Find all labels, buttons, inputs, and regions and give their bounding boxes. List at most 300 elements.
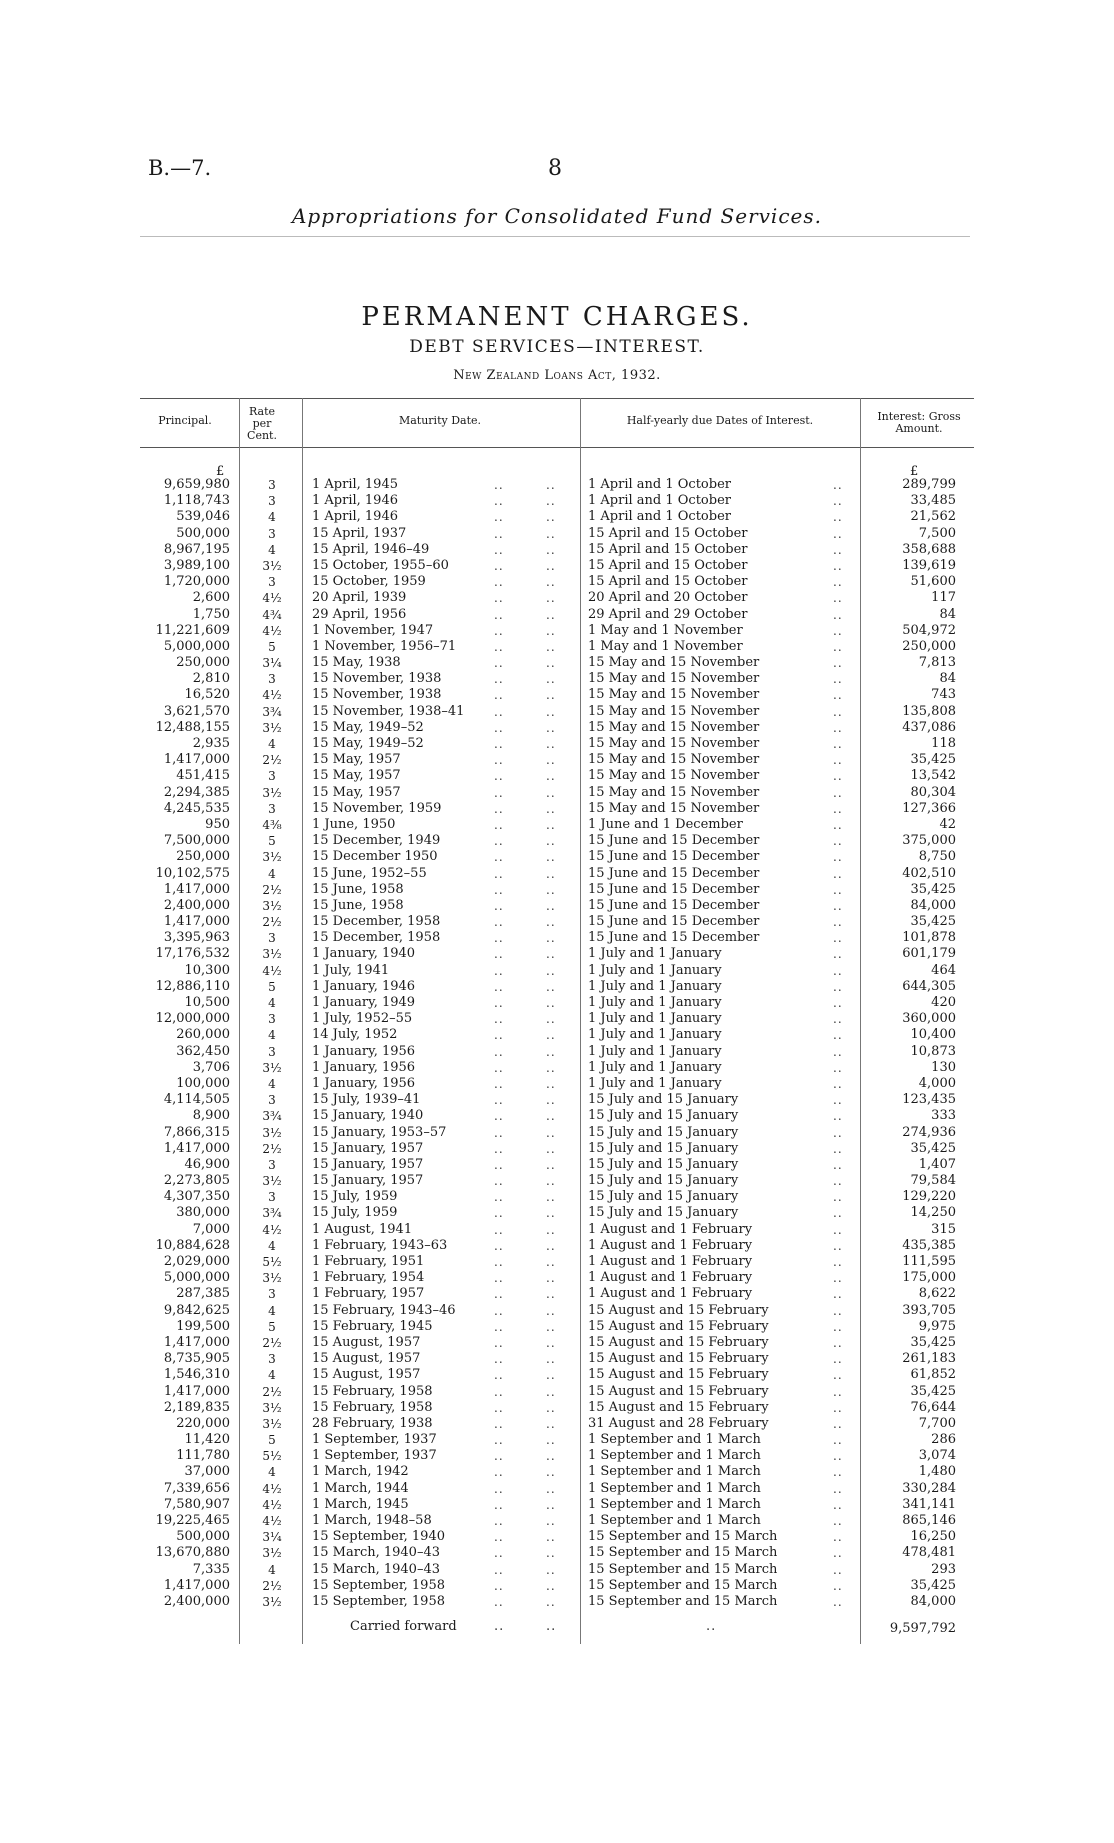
leader-dots: .. [494,1206,504,1221]
leader-dots: .. [546,478,556,492]
interest-cell: 21,562 [910,509,956,525]
leader-dots: .. [833,1157,843,1172]
leader-dots: .. [833,542,843,557]
maturity-cell: 15 November, 1938–41 [312,703,465,719]
leader-dots: .. [833,850,843,865]
rate-cell: 3¾ [262,1109,282,1124]
maturity-cell: 29 April, 1956 [312,606,407,622]
leader-dots: .. [494,979,504,994]
table-row [0,704,1114,720]
leader-dots: .. [833,1449,843,1464]
principal-cell: 1,417,000 [163,914,230,930]
leader-dots: .. [494,963,504,978]
table-row [0,1270,1114,1286]
due-dates-cell: 1 June and 1 December [588,816,743,832]
maturity-cell: 1 June, 1950 [312,816,396,832]
principal-cell: 539,046 [176,509,230,525]
leader-dots: .. [546,882,556,897]
leader-dots: .. [494,1060,504,1075]
principal-cell: 10,102,575 [155,865,230,881]
maturity-cell: 1 January, 1956 [312,1043,416,1059]
header-maturity: Maturity Date. [398,414,482,427]
table-row [0,1092,1114,1108]
interest-cell: 35,425 [910,1577,956,1593]
leader-dots: .. [494,1222,504,1237]
table-row [0,1125,1114,1141]
interest-cell: 127,366 [902,800,956,816]
leader-dots: .. [833,979,843,994]
leader-dots: .. [546,510,556,525]
leader-dots: .. [494,866,504,881]
leader-dots: .. [494,1465,504,1480]
table-row [0,720,1114,736]
appropriation-title: Appropriations for Consolidated Fund Services. [291,204,822,228]
leader-dots: .. [494,915,504,930]
interest-cell: 341,141 [902,1496,956,1512]
leader-dots: .. [833,1433,843,1448]
rate-cell: 4 [268,1076,276,1091]
leader-dots: .. [494,639,504,654]
rate-cell: 3½ [262,898,282,913]
leader-dots: .. [833,769,843,784]
maturity-cell: 1 July, 1952–55 [312,1011,413,1027]
leader-dots: .. [546,656,556,671]
interest-cell: 437,086 [902,719,956,735]
leader-dots: .. [494,1352,504,1367]
table-row [0,1044,1114,1060]
table-body [0,477,1114,1610]
due-dates-cell: 15 September and 15 March [588,1593,778,1609]
due-dates-cell: 15 May and 15 November [588,703,760,719]
rate-cell: 2½ [262,753,282,768]
page-reference: B.—7. [148,156,212,180]
leader-dots: .. [833,656,843,671]
leader-dots: .. [546,1562,556,1577]
leader-dots: .. [546,688,556,703]
maturity-cell: 1 March, 1948–58 [312,1513,432,1528]
due-dates-cell: 15 June and 15 December [588,897,760,913]
table-row [0,963,1114,979]
leader-dots: .. [494,882,504,897]
rate-cell: 3 [268,1093,276,1108]
leader-dots: .. [833,1530,843,1545]
principal-cell: 260,000 [176,1027,230,1043]
interest-cell: 4,000 [918,1075,956,1091]
maturity-cell: 15 July, 1939–41 [312,1092,421,1108]
due-dates-cell: 15 July and 15 January [588,1124,739,1140]
leader-dots: .. [833,1125,843,1140]
leader-dots: .. [833,1384,843,1399]
maturity-cell: 15 August, 1957 [312,1351,421,1367]
interest-cell: 76,644 [910,1399,956,1415]
table-row [0,623,1114,639]
carried-forward-dots: .. [494,1619,505,1634]
table-row [0,1367,1114,1383]
maturity-cell: 15 December 1950 [312,849,438,865]
table-row [0,1141,1114,1157]
due-dates-cell: 15 July and 15 January [588,1189,739,1205]
leader-dots: .. [546,1287,556,1302]
maturity-cell: 1 February, 1954 [312,1270,425,1286]
leader-dots: .. [494,542,504,557]
leader-dots: .. [546,639,556,654]
due-dates-cell: 15 April and 15 October [588,574,748,590]
due-dates-cell: 15 June and 15 December [588,849,760,865]
leader-dots: .. [494,558,504,573]
table-row [0,833,1114,849]
maturity-cell: 15 April, 1946–49 [312,541,430,557]
due-dates-cell: 15 April and 15 October [588,557,748,573]
maturity-cell: 1 March, 1944 [312,1480,409,1496]
leader-dots: .. [494,1157,504,1172]
due-dates-cell: 15 August and 15 February [588,1367,769,1383]
principal-cell: 7,000 [192,1221,230,1237]
rate-cell: 5½ [262,1449,282,1464]
leader-dots: .. [833,1028,843,1043]
principal-cell: 12,000,000 [155,1011,230,1027]
interest-cell: 79,584 [910,1173,956,1189]
principal-cell: 5,000,000 [163,638,230,654]
leader-dots: .. [494,1416,504,1431]
leader-dots: .. [546,1109,556,1124]
interest-cell: 129,220 [902,1189,956,1205]
table-row [0,1027,1114,1043]
leader-dots: .. [833,1546,843,1561]
table-row [0,1303,1114,1319]
interest-cell: 286 [931,1432,956,1448]
maturity-cell: 1 February, 1943–63 [312,1237,448,1253]
leader-dots: .. [494,607,504,622]
interest-cell: 35,425 [910,1383,956,1399]
leader-dots: .. [833,526,843,541]
due-dates-cell: 15 July and 15 January [588,1156,739,1172]
rate-cell: 4¾ [262,607,282,622]
maturity-cell: 15 February, 1958 [312,1383,433,1399]
leader-dots: .. [494,1303,504,1318]
leader-dots: .. [546,575,556,590]
leader-dots: .. [494,1578,504,1593]
due-dates-cell: 1 September and 1 March [588,1513,761,1528]
interest-cell: 123,435 [902,1092,956,1108]
due-dates-cell: 1 August and 1 February [588,1254,753,1269]
leader-dots: .. [494,1384,504,1399]
interest-cell: 16,250 [910,1529,956,1545]
due-dates-cell: 15 July and 15 January [588,1092,739,1108]
principal-cell: 1,417,000 [163,1577,230,1593]
maturity-cell: 15 May, 1957 [312,768,401,784]
rate-cell: 2½ [262,1384,282,1399]
leader-dots: .. [546,526,556,541]
table-row [0,1562,1114,1578]
leader-dots: .. [546,1497,556,1512]
rate-cell: 3½ [262,1400,282,1415]
table-row [0,946,1114,962]
leader-dots: .. [833,688,843,703]
principal-cell: 1,417,000 [163,752,230,768]
leader-dots: .. [494,996,504,1010]
leader-dots: .. [494,1174,504,1189]
interest-cell: 130 [931,1059,956,1075]
table-row [0,1529,1114,1545]
maturity-cell: 15 June, 1952–55 [312,865,427,881]
maturity-cell: 1 September, 1937 [312,1448,437,1464]
principal-cell: 10,500 [184,995,230,1010]
table-row [0,898,1114,914]
due-dates-cell: 15 June and 15 December [588,881,760,897]
principal-cell: 2,294,385 [163,784,230,800]
principal-cell: 11,221,609 [155,622,230,638]
interest-cell: 35,425 [910,881,956,897]
interest-cell: 35,425 [910,1334,956,1350]
leader-dots: .. [494,1141,504,1156]
leader-dots: .. [546,1400,556,1415]
carried-forward-total: 9,597,792 [889,1621,956,1636]
table-row [0,542,1114,558]
leader-dots: .. [494,591,504,606]
principal-cell: 2,273,805 [163,1173,230,1189]
leader-dots: .. [546,720,556,735]
rate-cell: 5 [268,639,276,654]
table-row [0,1157,1114,1173]
leader-dots: .. [494,720,504,735]
rate-cell: 3 [268,1044,276,1059]
leader-dots: .. [833,1287,843,1302]
interest-cell: 14,250 [910,1205,956,1221]
interest-cell: 420 [931,995,956,1010]
rate-cell: 4⅜ [262,817,282,832]
leader-dots: .. [546,1255,556,1269]
carried-forward-label: Carried forward [350,1619,457,1634]
maturity-cell: 1 April, 1945 [312,477,398,492]
rate-cell: 3½ [262,1594,282,1609]
due-dates-cell: 15 June and 15 December [588,930,760,946]
sub-title: DEBT SERVICES—INTEREST. [409,337,705,357]
principal-cell: 11,420 [184,1432,230,1448]
due-dates-cell: 15 May and 15 November [588,671,760,687]
interest-cell: 7,700 [918,1415,956,1431]
principal-cell: 10,884,628 [155,1237,230,1253]
rate-cell: 4½ [262,1497,282,1512]
leader-dots: .. [494,801,504,816]
leader-dots: .. [546,1093,556,1108]
leader-dots: .. [546,753,556,768]
due-dates-cell: 15 September and 15 March [588,1545,778,1561]
leader-dots: .. [494,1335,504,1350]
due-dates-cell: 1 September and 1 March [588,1464,761,1480]
principal-cell: 100,000 [176,1075,230,1091]
maturity-cell: 1 January, 1940 [312,946,416,962]
rate-cell: 4 [268,1238,276,1253]
maturity-cell: 15 April, 1937 [312,525,407,541]
principal-cell: 8,735,905 [163,1351,230,1367]
leader-dots: .. [546,1206,556,1221]
principal-cell: 5,000,000 [163,1270,230,1286]
table-row [0,1108,1114,1124]
table-row [0,785,1114,801]
leader-dots: .. [546,1060,556,1075]
leader-dots: .. [546,1368,556,1383]
interest-cell: 402,510 [902,865,956,881]
leader-dots: .. [546,672,556,687]
interest-cell: 135,808 [902,703,956,719]
principal-cell: 2,935 [192,736,230,751]
leader-dots: .. [833,558,843,573]
leader-dots: .. [546,834,556,849]
due-dates-cell: 1 August and 1 February [588,1286,753,1302]
rate-cell: 3 [268,494,276,509]
rate-cell: 3½ [262,850,282,865]
header-rate: Rate per Cent. [247,405,277,442]
leader-dots: .. [546,737,556,751]
leader-dots: .. [833,1238,843,1253]
rate-cell: 2½ [262,882,282,897]
table-row [0,914,1114,930]
leader-dots: .. [494,623,504,638]
table-row [0,607,1114,623]
interest-cell: 393,705 [902,1302,956,1318]
interest-cell: 51,600 [910,574,956,590]
leader-dots: .. [494,526,504,541]
principal-cell: 4,245,535 [163,800,230,816]
leader-dots: .. [494,834,504,849]
rate-cell: 3 [268,769,276,784]
maturity-cell: 15 January, 1940 [312,1108,424,1124]
leader-dots: .. [833,575,843,590]
rate-cell: 4½ [262,591,282,606]
principal-cell: 500,000 [176,1529,230,1545]
maturity-cell: 1 February, 1951 [312,1254,425,1269]
principal-cell: 2,400,000 [163,897,230,913]
table-row [0,1545,1114,1561]
leader-dots: .. [546,1157,556,1172]
leader-dots: .. [546,704,556,719]
principal-cell: 9,659,980 [163,477,230,492]
leader-dots: .. [546,542,556,557]
interest-cell: 743 [931,687,956,703]
due-dates-cell: 15 May and 15 November [588,655,760,671]
leader-dots: .. [494,688,504,703]
table-row [0,1189,1114,1205]
leader-dots: .. [833,1514,843,1528]
leader-dots: .. [494,753,504,768]
rate-cell: 4 [268,1028,276,1043]
table-row [0,1351,1114,1367]
due-dates-cell: 15 May and 15 November [588,719,760,735]
leader-dots: .. [546,623,556,638]
leader-dots: .. [546,607,556,622]
principal-cell: 2,600 [192,590,230,606]
leader-dots: .. [546,1465,556,1480]
interest-cell: 358,688 [902,541,956,557]
table-row [0,509,1114,525]
due-dates-cell: 1 September and 1 March [588,1480,761,1496]
table-row [0,1464,1114,1480]
maturity-cell: 1 August, 1941 [312,1221,413,1237]
table-row [0,930,1114,946]
leader-dots: .. [546,947,556,962]
table-row [0,574,1114,590]
rate-cell: 3 [268,478,276,492]
rate-cell: 4½ [262,623,282,638]
table-row [0,655,1114,671]
rate-cell: 4½ [262,1514,282,1528]
interest-cell: 118 [931,736,956,751]
rate-cell: 3½ [262,947,282,962]
leader-dots: .. [494,1255,504,1269]
principal-cell: 451,415 [176,768,230,784]
table-row [0,849,1114,865]
interest-cell: 250,000 [902,638,956,654]
leader-dots: .. [833,1206,843,1221]
leader-dots: .. [494,1400,504,1415]
leader-dots: .. [546,1530,556,1545]
principal-cell: 10,300 [184,962,230,978]
maturity-cell: 20 April, 1939 [312,590,407,606]
leader-dots: .. [833,1109,843,1124]
interest-cell: 84,000 [910,897,956,913]
table-row [0,1416,1114,1432]
interest-cell: 35,425 [910,914,956,930]
maturity-cell: 1 April, 1946 [312,509,398,525]
leader-dots: .. [494,1044,504,1059]
leader-dots: .. [833,639,843,654]
rate-cell: 3 [268,1352,276,1367]
leader-dots: .. [494,1093,504,1108]
maturity-cell: 15 May, 1957 [312,784,401,800]
rate-cell: 4½ [262,688,282,703]
leader-dots: .. [833,963,843,978]
due-dates-cell: 1 September and 1 March [588,1496,761,1512]
principal-cell: 16,520 [184,687,230,703]
leader-dots: .. [833,1174,843,1189]
leader-dots: .. [833,834,843,849]
leader-dots: .. [494,1319,504,1334]
rate-cell: 3 [268,1190,276,1205]
leader-dots: .. [833,785,843,800]
principal-cell: 3,395,963 [163,930,230,946]
rate-cell: 5 [268,834,276,849]
leader-dots: .. [494,1109,504,1124]
due-dates-cell: 1 July and 1 January [588,962,722,978]
maturity-cell: 1 January, 1956 [312,1059,416,1075]
leader-dots: .. [833,1271,843,1286]
due-dates-cell: 15 September and 15 March [588,1529,778,1545]
interest-cell: 10,400 [910,1027,956,1043]
principal-cell: 1,720,000 [163,574,230,590]
table-row [0,526,1114,542]
rate-cell: 4 [268,1562,276,1577]
leader-dots: .. [833,931,843,946]
rate-cell: 3½ [262,1060,282,1075]
leader-dots: .. [494,1028,504,1043]
interest-cell: 1,407 [918,1156,956,1172]
rate-cell: 5½ [262,1255,282,1269]
leader-dots: .. [546,1222,556,1237]
due-dates-cell: 15 August and 15 February [588,1334,769,1350]
principal-cell: 111,780 [176,1448,230,1464]
maturity-cell: 15 January, 1953–57 [312,1124,447,1140]
principal-cell: 46,900 [184,1156,230,1172]
leader-dots: .. [546,1044,556,1059]
interest-cell: 111,595 [902,1254,956,1269]
table-row [0,671,1114,687]
principal-cell: 7,500,000 [163,833,230,849]
table-row [0,979,1114,995]
maturity-cell: 15 August, 1957 [312,1334,421,1350]
leader-dots: .. [546,1141,556,1156]
leader-dots: .. [494,898,504,913]
maturity-cell: 15 June, 1958 [312,897,404,913]
